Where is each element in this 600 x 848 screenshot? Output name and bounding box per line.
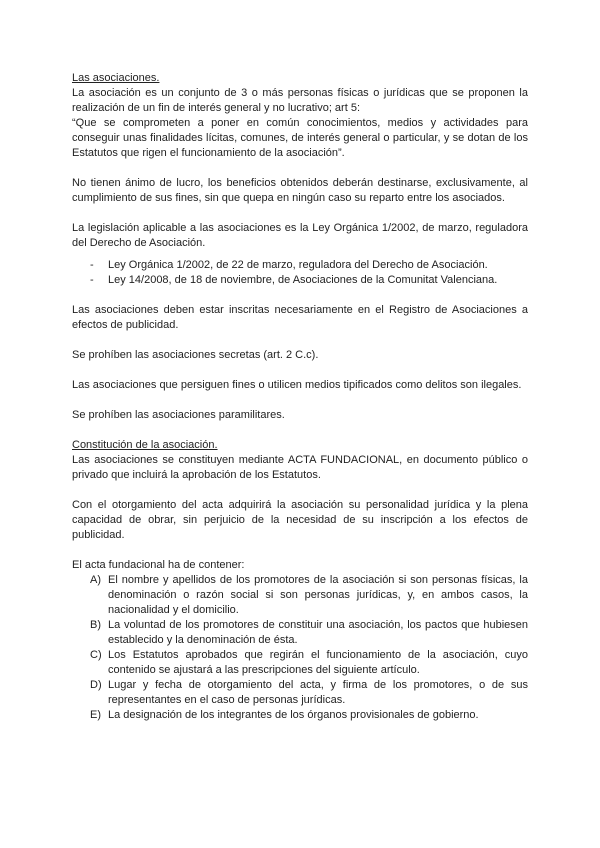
- list-item: [72, 648, 528, 678]
- list-letter: C): [90, 649, 102, 661]
- paragraph-acta-contenido: El acta fundacional ha de contener:: [72, 559, 245, 571]
- list-letter: A): [90, 574, 101, 586]
- paragraph-definition-quote: “Que se comprometen a poner en común conocimientos, medios y actividades para conseguir unas finalidades lícitas, comunes, de interés general o particular, y se dotan de los Estatutos que rigen el funcionamiento de la asociación”.: [72, 117, 528, 159]
- list-item: [72, 273, 528, 288]
- list-item-text: Ley 14/2008, de 18 de noviembre, de Asociaciones de la Comunitat Valenciana.: [108, 274, 498, 286]
- list-item: [72, 573, 528, 618]
- law-list: [72, 258, 528, 288]
- list-item: [72, 678, 528, 708]
- list-dash: -: [90, 259, 94, 271]
- list-letter: B): [90, 619, 101, 631]
- list-item-text: El nombre y apellidos de los promotores de la asociación si son personas físicas, la denominación o razón social si son personas jurídicas, y, en ambos casos, la nacionalidad y el domicilio.: [108, 574, 528, 616]
- section-heading-constitucion: Constitución de la asociación.: [72, 439, 218, 451]
- list-letter: D): [90, 679, 102, 691]
- document-body: [72, 71, 528, 723]
- list-item: [72, 618, 528, 648]
- paragraph-registro: Las asociaciones deben estar inscritas necesariamente en el Registro de Asociaciones a efectos de publicidad.: [72, 304, 528, 331]
- paragraph-ilegales: Las asociaciones que persiguen fines o utilicen medios tipificados como delitos son ilegales.: [72, 379, 522, 391]
- paragraph-secretas: Se prohíben las asociaciones secretas (art. 2 C.c).: [72, 349, 319, 361]
- list-item-text: Los Estatutos aprobados que regirán el funcionamiento de la asociación, cuyo contenido se ajustará a las prescripciones del siguiente artículo.: [108, 649, 528, 676]
- list-dash: -: [90, 274, 94, 286]
- list-letter: E): [90, 709, 101, 721]
- list-item-text: Lugar y fecha de otorgamiento del acta, y firma de los promotores, o de sus representantes en el caso de personas jurídicas.: [108, 679, 528, 706]
- acta-items-list: [72, 573, 528, 723]
- list-item: [72, 258, 528, 273]
- paragraph-definition: La asociación es un conjunto de 3 o más personas físicas o jurídicas que se proponen la realización de un fin de interés general y no lucrativo; art 5:: [72, 87, 528, 114]
- paragraph-acta-fundacional: Las asociaciones se constituyen mediante ACTA FUNDACIONAL, en documento público o privado que incluirá la aprobación de los Estatutos.: [72, 454, 528, 481]
- list-item: [72, 708, 528, 723]
- list-item-text: Ley Orgánica 1/2002, de 22 de marzo, reguladora del Derecho de Asociación.: [108, 259, 488, 271]
- paragraph-legislacion: La legislación aplicable a las asociaciones es la Ley Orgánica 1/2002, de marzo, reguladora del Derecho de Asociación.: [72, 222, 528, 249]
- section-heading-asociaciones: Las asociaciones.: [72, 72, 160, 84]
- paragraph-paramilitares: Se prohíben las asociaciones paramilitares.: [72, 409, 285, 421]
- list-item-text: La voluntad de los promotores de constituir una asociación, los pactos que hubiesen establecido y la denominación de ésta.: [108, 619, 528, 646]
- paragraph-personalidad: Con el otorgamiento del acta adquirirá la asociación su personalidad jurídica y la plena capacidad de obrar, sin perjuicio de la necesidad de su inscripción a los efectos de publicidad.: [72, 499, 528, 541]
- list-item-text: La designación de los integrantes de los órganos provisionales de gobierno.: [108, 709, 479, 721]
- paragraph-no-lucro: No tienen ánimo de lucro, los beneficios obtenidos deberán destinarse, exclusivamente, al cumplimiento de sus fines, sin que quepa en ningún caso su reparto entre los asociados.: [72, 177, 528, 204]
